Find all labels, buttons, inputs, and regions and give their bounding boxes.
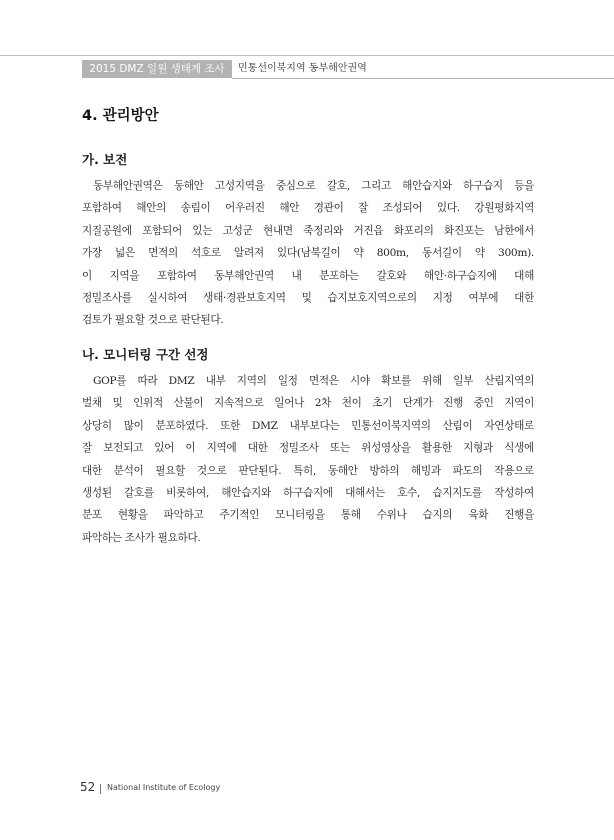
paragraph-line: 잘 보전되고 있어 이 지역에 대한 정밀조사 또는 위성영상을 활용한 지형과 식생에: [82, 442, 534, 455]
page-number: 52: [80, 780, 96, 794]
paragraph-line: 이 지역을 포함하여 동부해안권역 내 분포하는 갈호와 해안·하구습지에 대해: [82, 269, 534, 282]
subsection-heading-conservation: 가. 보전: [82, 152, 128, 167]
paragraph-line: 생성된 갈호를 비롯하여, 해안습지와 하구습지에 대해서는 호수, 습지지도를 작성하여: [82, 486, 534, 499]
paragraph-line: 상당히 많이 분포하였다. 또한 DMZ 내부보다는 민통선이북지역의 산림이 자연상태로: [82, 419, 534, 432]
running-header-region: 민통선이북지역 동부해안권역: [238, 63, 367, 74]
running-header-title: 2015 DMZ 일원 생태계 조사: [82, 60, 232, 78]
paragraph-line: 분포 현황을 파악하고 주기적인 모니터링을 통해 수위나 습지의 육화 진행을: [82, 509, 534, 522]
paragraph-line: GOP를 따라 DMZ 내부 지역의 일정 면적은 시야 확보를 위해 일부 산림지역의: [93, 375, 534, 387]
paragraph-line: 동부해안권역은 동해안 고성지역을 중심으로 갈호, 그리고 해안습지와 하구습지 등을: [93, 180, 534, 192]
paragraph-line: 정밀조사를 실시하여 생태·경관보호지역 및 습지보호지역으로의 지정 여부에 대한: [82, 291, 534, 304]
paragraph-line: 파악하는 조사가 필요하다.: [82, 531, 201, 544]
paragraph-monitoring: [82, 370, 534, 549]
paragraph-line: 지질공원에 포함되어 있는 고성군 현내면 죽정리와 거진읍 화포리의 화진포는 남한에서: [82, 224, 534, 237]
top-rule: [0, 55, 614, 56]
paragraph-line: 대한 분석이 필요할 것으로 판단된다. 특히, 동해안 방하의 해빙과 파도의 작용으로: [82, 464, 534, 477]
footer-institution: National Institute of Ecology: [107, 783, 221, 792]
header-rule: [232, 78, 614, 79]
section-heading: 4. 관리방안: [82, 108, 159, 124]
paragraph-conservation: [82, 175, 534, 332]
paragraph-line: 포함하여 해안의 송림이 어우러진 해안 경관이 잘 조성되어 있다. 강원평화지역: [82, 202, 534, 215]
footer-separator: [100, 784, 101, 794]
paragraph-line: 가장 넓은 면적의 석호로 알려져 있다(남북길이 약 800m, 동서길이 약 300m).: [82, 247, 534, 260]
paragraph-line: 벌채 및 인위적 산불이 지속적으로 일어나 2차 천이 초기 단계가 진행 중인 지역이: [82, 397, 534, 410]
subsection-heading-monitoring: 나. 모니터링 구간 선정: [82, 347, 209, 362]
paragraph-line: 검토가 필요할 것으로 판단된다.: [82, 314, 224, 327]
